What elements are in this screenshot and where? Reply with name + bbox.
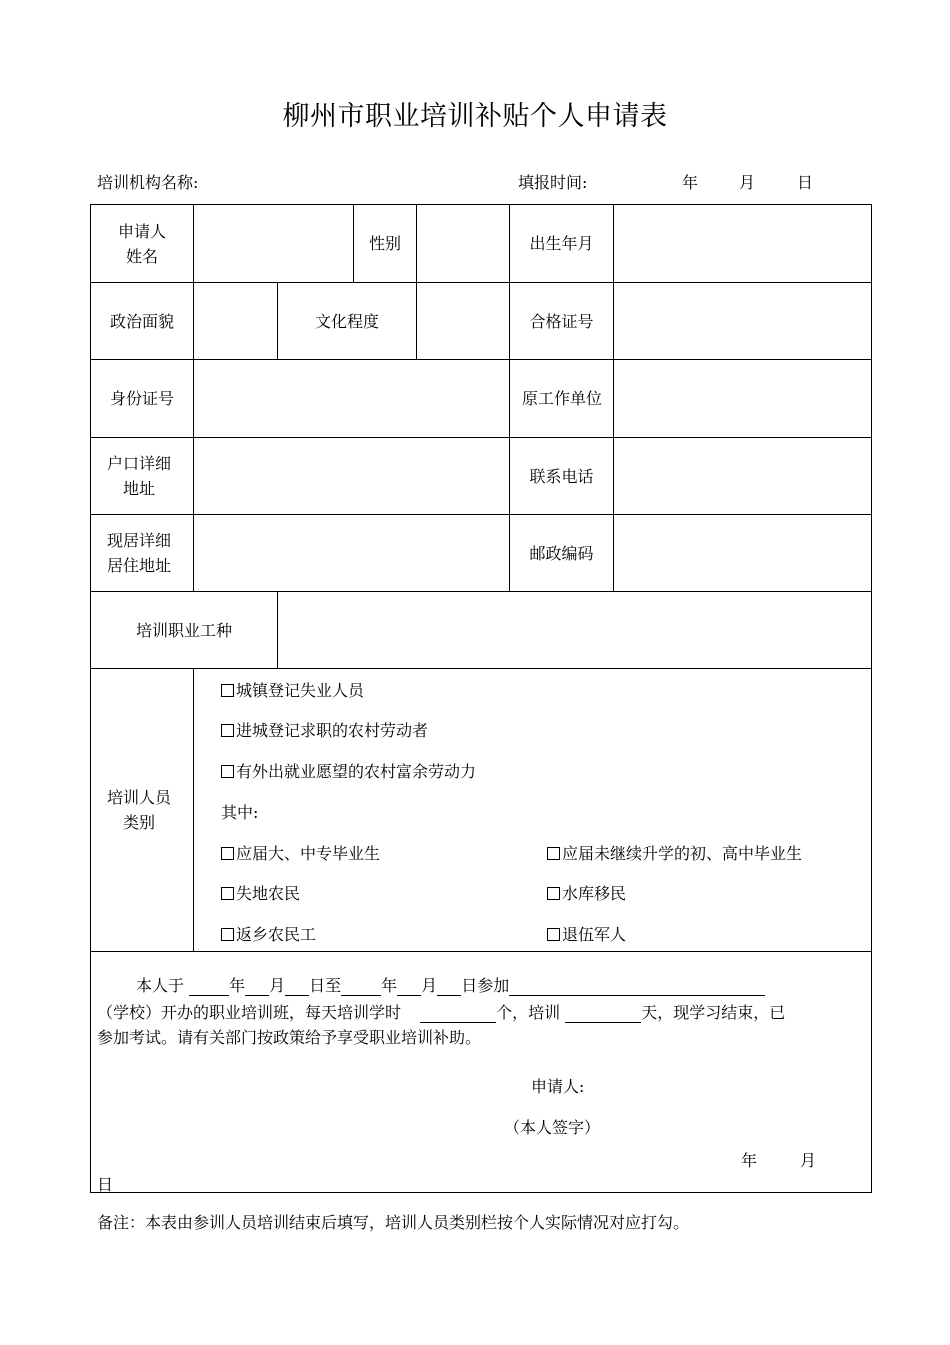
end-month-blank[interactable]: [397, 978, 421, 996]
start-month-blank[interactable]: [245, 978, 269, 996]
id-number-label: 身份证号: [109, 389, 174, 408]
checkbox-box[interactable]: [221, 684, 234, 697]
checkbox-box[interactable]: [221, 847, 234, 860]
checkbox-box[interactable]: [221, 765, 234, 778]
header-month: 月: [739, 173, 756, 192]
end-day-blank[interactable]: [437, 978, 461, 996]
header-year: 年: [682, 173, 699, 192]
education-label: 文化程度: [314, 311, 379, 331]
checkbox-box[interactable]: [547, 928, 560, 941]
training-days-blank[interactable]: [565, 1005, 641, 1023]
declaration-line-2: （学校）开办的职业培训班，每天培训学时 个，培训 天，现学习结束，已: [97, 1003, 786, 1022]
residence-address-label: 现居详细居住地址: [106, 531, 171, 575]
start-day-blank[interactable]: [285, 978, 309, 996]
category-graduate-checkbox[interactable]: 应届大、中专毕业生: [221, 841, 380, 864]
applicant-name-label: 申请人姓名: [118, 221, 167, 266]
political-status-label: 政治面貌: [109, 311, 174, 331]
self-sign-note: （本人签字）: [504, 1118, 601, 1137]
cert-number-label: 合格证号: [529, 311, 594, 331]
among-label: 其中:: [221, 803, 259, 822]
end-year-blank[interactable]: [341, 978, 381, 996]
declaration-line-3: 参加考试。请有关部门按政策给予享受职业培训补助。: [97, 1028, 482, 1047]
checkbox-box[interactable]: [547, 887, 560, 900]
form-title: 柳州市职业培训补贴个人申请表: [282, 101, 668, 132]
postcode-label: 邮政编码: [529, 543, 594, 563]
category-rural-jobseeker-checkbox[interactable]: 进城登记求职的农村劳动者: [221, 718, 428, 741]
sign-month: 月: [800, 1151, 817, 1170]
category-reservoir-migrant-checkbox[interactable]: 水库移民: [547, 881, 626, 904]
checkbox-box[interactable]: [221, 724, 234, 737]
birth-label: 出生年月: [529, 234, 594, 253]
sign-day: 日: [97, 1175, 114, 1194]
phone-label: 联系电话: [529, 466, 594, 486]
footnote: 备注：本表由参训人员培训结束后填写，培训人员类别栏按个人实际情况对应打勾。: [97, 1213, 690, 1232]
trainee-category-label: 培训人员类别: [106, 788, 171, 832]
category-returning-worker-checkbox[interactable]: 返乡农民工: [221, 922, 316, 945]
category-veteran-checkbox[interactable]: 退伍军人: [547, 922, 626, 945]
fill-date-label: 填报时间:: [518, 173, 588, 192]
category-rural-surplus-checkbox[interactable]: 有外出就业愿望的农村富余劳动力: [221, 759, 476, 782]
org-name-label: 培训机构名称:: [97, 173, 199, 192]
hukou-address-label: 户口详细地址: [106, 454, 171, 498]
original-employer-label: 原工作单位: [522, 389, 603, 408]
gender-label: 性别: [368, 234, 401, 253]
applicant-signature-label: 申请人:: [531, 1077, 585, 1096]
sign-year: 年: [741, 1151, 758, 1170]
school-name-blank[interactable]: [509, 978, 765, 996]
training-trade-label: 培训职业工种: [135, 620, 232, 640]
checkbox-box[interactable]: [547, 847, 560, 860]
daily-hours-blank[interactable]: [420, 1005, 496, 1023]
category-landless-farmer-checkbox[interactable]: 失地农民: [221, 881, 300, 904]
header-day: 日: [797, 173, 814, 192]
declaration-line-1: 本人于 年 月 日至 年 月 日参加: [136, 973, 765, 996]
checkbox-box[interactable]: [221, 887, 234, 900]
category-unemployed-checkbox[interactable]: 城镇登记失业人员: [221, 678, 364, 701]
category-school-leaver-checkbox[interactable]: 应届未继续升学的初、高中毕业生: [547, 841, 802, 864]
checkbox-box[interactable]: [221, 928, 234, 941]
start-year-blank[interactable]: [189, 978, 229, 996]
